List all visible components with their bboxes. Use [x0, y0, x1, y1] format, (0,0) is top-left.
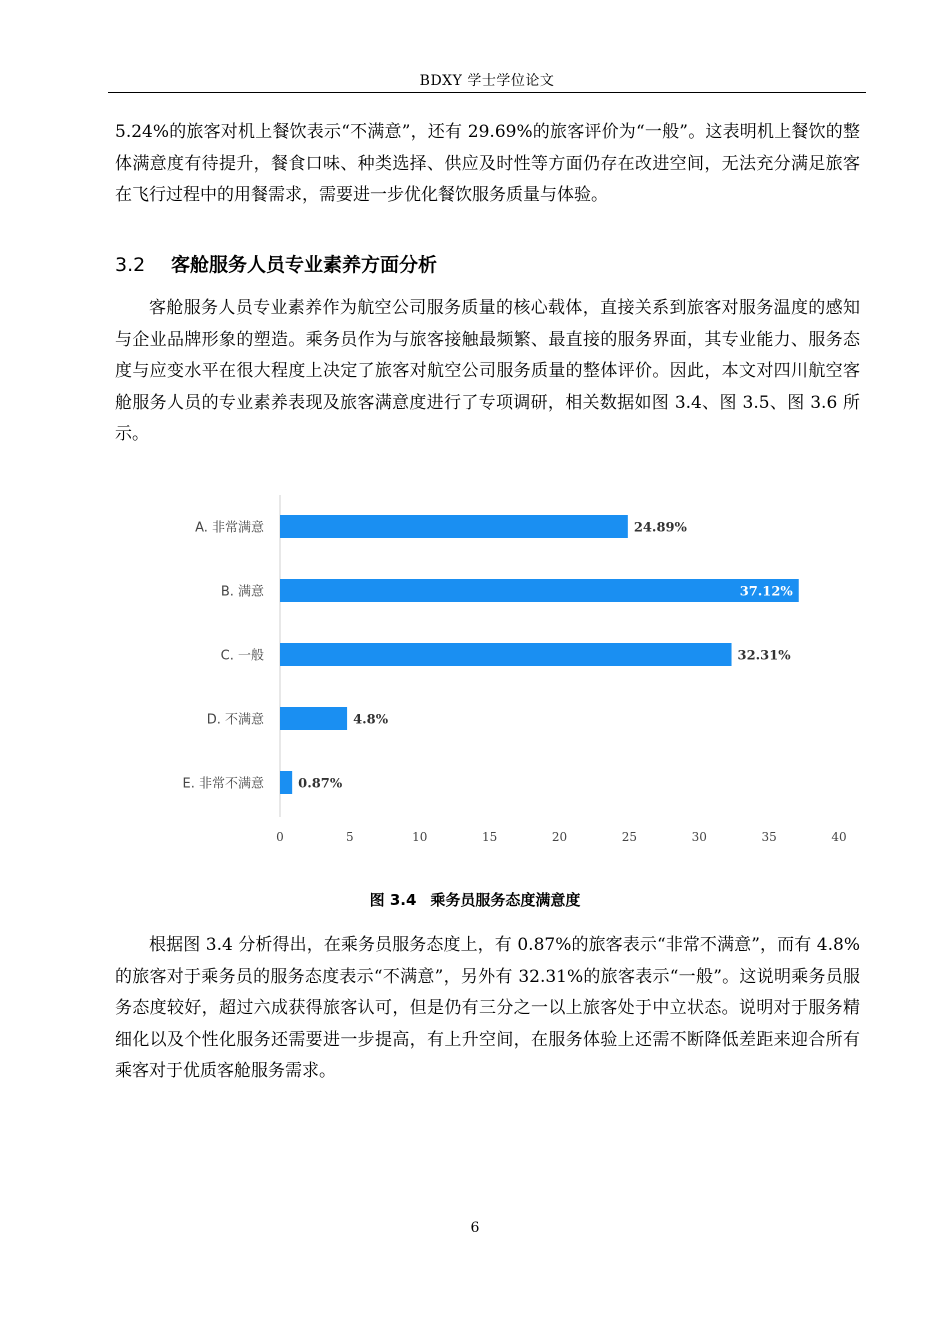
bar	[280, 515, 628, 538]
data-label: 0.87%	[298, 776, 343, 792]
category-label: D. 不满意	[206, 712, 264, 728]
figure-number: 图 3.4	[369, 891, 417, 909]
figure-caption-text: 乘务员服务态度满意度	[430, 891, 581, 909]
category-label: B. 满意	[220, 584, 264, 600]
figure-caption	[0, 889, 950, 910]
x-tick-label: 15	[481, 830, 498, 844]
section-title: 客舱服务人员专业素养方面分析	[171, 254, 438, 276]
x-tick-label: 20	[551, 830, 568, 844]
header-rule	[108, 92, 866, 93]
analysis-paragraph: 根据图 3.4 分析得出，在乘务员服务态度上，有 0.87%的旅客表示“非常不满意”，而有 4.8%的旅客对于乘务员的服务态度表示“不满意”，另外有 32.31%的旅客表示“一般”。这说明乘务员服务态度较好，超过六成获得旅客认可，但是仍有三分之一以上旅客处于中立状态。说明对于服务精细化以及个性化服务还需要进一步提高，有上升空间，在服务体验上还需不断降低差距来迎合所有乘客对于优质客舱服务需求。	[115, 935, 860, 1081]
data-label: 37.12%	[739, 584, 793, 600]
data-label: 4.8%	[353, 712, 389, 728]
x-tick-label: 0	[276, 830, 284, 844]
category-label: A. 非常满意	[195, 520, 264, 536]
x-tick-label: 25	[621, 830, 638, 844]
x-tick-label: 5	[346, 830, 354, 844]
section-body-paragraph: 客舱服务人员专业素养作为航空公司服务质量的核心载体，直接关系到旅客对服务温度的感知与企业品牌形象的塑造。乘务员作为与旅客接触最频繁、最直接的服务界面，其专业能力、服务态度与应变水平在很大程度上决定了旅客对航空公司服务质量的整体评价。因此，本文对四川航空客舱服务人员的专业素养表现及旅客满意度进行了专项调研，相关数据如图 3.4、图 3.5、图 3.6 所示。	[115, 298, 860, 444]
bar	[280, 579, 799, 602]
bar	[280, 771, 292, 794]
x-tick-label: 40	[831, 830, 847, 844]
section-number: 3.2	[115, 254, 146, 276]
x-tick-label: 35	[761, 830, 777, 844]
category-label: E. 非常不满意	[182, 776, 264, 792]
x-tick-label: 30	[691, 830, 707, 844]
page-number: 6	[470, 1220, 480, 1236]
data-label: 32.31%	[737, 648, 791, 664]
bar	[280, 707, 347, 730]
bar	[280, 643, 732, 666]
intro-paragraph: 5.24%的旅客对机上餐饮表示“不满意”，还有 29.69%的旅客评价为“一般”。这表明机上餐饮的整体满意度有待提升，餐食口味、种类选择、供应及时性等方面仍存在改进空间，无法充分满足旅客在飞行过程中的用餐需求，需要进一步优化餐饮服务质量与体验。	[115, 122, 860, 205]
page-header: BDXY 学士学位论文	[419, 73, 555, 89]
bar-chart	[160, 495, 860, 855]
data-label: 24.89%	[633, 520, 687, 536]
category-label: C. 一般	[220, 648, 264, 664]
section-heading	[115, 250, 437, 277]
x-tick-label: 10	[412, 830, 428, 844]
